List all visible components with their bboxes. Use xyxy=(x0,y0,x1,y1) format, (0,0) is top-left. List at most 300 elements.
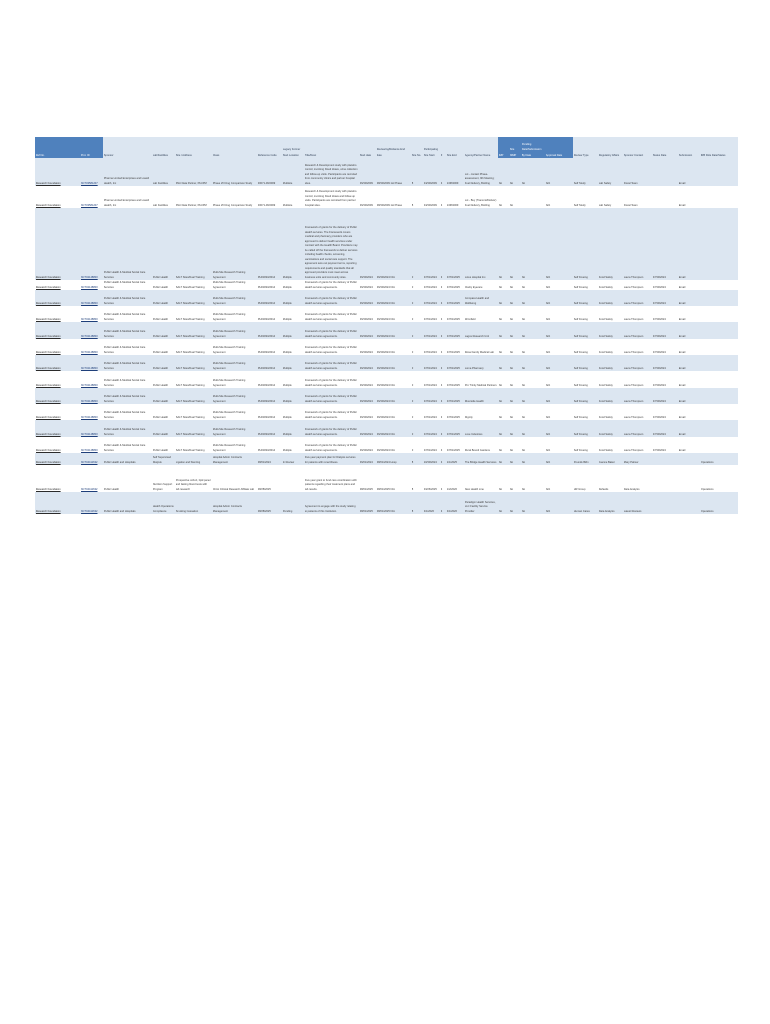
cell-site-end xyxy=(446,306,464,322)
protocol-link[interactable]: NCT02148800 xyxy=(80,432,98,436)
cell-content xyxy=(599,510,622,515)
cell-sponsor xyxy=(103,280,152,290)
cell-text: 07/30/2024 xyxy=(652,350,666,354)
cell-text: SALT Sites/Dual Training xyxy=(175,350,205,354)
cell-start-location xyxy=(282,322,304,339)
ref-link[interactable]: Research Foundation xyxy=(35,203,61,207)
cell-content xyxy=(510,510,520,515)
cell-content xyxy=(305,395,358,404)
cell-text: 06/30/2024 xyxy=(359,415,373,419)
cell-end-date xyxy=(376,339,414,355)
protocol-link[interactable]: NCT02148800 xyxy=(80,399,98,403)
cell-ref-no[interactable] xyxy=(35,339,80,355)
cell-text: 3 xyxy=(440,399,443,403)
cell-text: N/A xyxy=(545,487,551,491)
cell-text: Five-year payment plan for Dialysis services for patients with renal illness. xyxy=(304,456,356,464)
header-label: Site No. xyxy=(411,153,422,157)
cell-prot-id[interactable] xyxy=(80,453,103,465)
cell-text: Multiple xyxy=(282,399,292,403)
header-label: IMP xyxy=(498,153,504,157)
cell-text: 07/01/2024 xyxy=(423,334,437,338)
cell-content xyxy=(574,510,597,515)
cell-content xyxy=(104,313,151,322)
ref-link[interactable]: Research Foundation xyxy=(35,285,61,289)
cell-text: Multi-Site Research Training Agreement xyxy=(212,330,246,338)
cell-text: Self Freeing xyxy=(573,366,588,370)
table-row xyxy=(35,290,738,306)
cell-text: 0 xyxy=(411,285,414,289)
cell-prot-id[interactable] xyxy=(80,388,103,404)
header-label: Reference Code xyxy=(257,153,277,157)
cell-lab-facilities xyxy=(152,371,175,388)
ref-link[interactable]: Research Foundation xyxy=(35,399,61,403)
cell-reference-code xyxy=(257,437,282,453)
cell-start-location xyxy=(282,208,304,280)
cell-text: Operations xyxy=(700,487,714,491)
cell-text: Laura Thompson xyxy=(623,383,644,387)
cell-prot-id[interactable] xyxy=(80,404,103,420)
header-label: Regulatory Affairs xyxy=(598,153,620,157)
cell-title-desc xyxy=(304,280,359,290)
cell-sponsor xyxy=(103,158,152,186)
protocol-link[interactable]: NCT03581207 xyxy=(80,203,98,207)
protocol-link[interactable]: NCT02148800 xyxy=(80,334,98,338)
cell-end-date xyxy=(376,437,414,453)
cell-status-date xyxy=(652,208,678,280)
cell-imp xyxy=(498,453,509,465)
cell-text: Pilot Data Partner, Pbc/PM xyxy=(175,181,207,185)
cell-pending-date xyxy=(521,322,545,339)
cell-text: No xyxy=(521,285,526,289)
cell-ref-no[interactable] xyxy=(35,306,80,322)
header-site-start xyxy=(423,137,440,158)
header-ref-no xyxy=(35,137,80,158)
cell-content xyxy=(447,510,463,515)
cell-text: N/A xyxy=(545,366,551,370)
cell-end-date xyxy=(376,388,414,404)
cell-sponsor-contact xyxy=(623,404,652,420)
cell-review-type xyxy=(573,465,598,492)
header-label: Sponsor xyxy=(103,153,114,157)
cell-start-location xyxy=(282,371,304,388)
cell-content xyxy=(104,271,151,280)
cell-regulatory-affairs xyxy=(598,420,623,437)
cell-prot-id[interactable] xyxy=(80,355,103,371)
cell-site-start xyxy=(423,437,443,453)
cell-nimp xyxy=(509,492,521,514)
cell-review-type xyxy=(573,306,598,322)
cell-approval-date xyxy=(545,437,573,453)
cell-regulatory-affairs xyxy=(598,186,623,208)
cell-irb-role xyxy=(700,186,738,208)
cell-approval-date xyxy=(545,404,573,420)
table-row xyxy=(35,280,738,290)
cell-content[interactable] xyxy=(81,510,102,515)
protocol-link[interactable]: NCT02148800 xyxy=(80,275,98,279)
cell-ref-no[interactable] xyxy=(35,465,80,492)
cell-submission xyxy=(678,208,700,280)
cell-class xyxy=(212,158,257,186)
cell-reference-code xyxy=(257,280,282,290)
cell-text: No xyxy=(498,317,503,321)
cell-text: Self Freeing xyxy=(573,334,588,338)
cell-prot-id[interactable] xyxy=(80,339,103,355)
cell-text: New Health Line xyxy=(464,487,484,491)
cell-approval-date xyxy=(545,158,573,186)
cell-site-address xyxy=(175,290,212,306)
protocol-link[interactable]: NCT04411632 xyxy=(80,460,98,464)
cell-pending-date xyxy=(521,280,545,290)
ref-link[interactable]: Research Foundation xyxy=(35,366,61,370)
cell-text: Dignity xyxy=(464,415,473,419)
cell-end-date xyxy=(376,371,414,388)
cell-text: 0 xyxy=(411,415,414,419)
cell-prot-id[interactable] xyxy=(80,158,103,186)
cell-text: Defaults xyxy=(598,487,609,491)
cell-prot-id[interactable] xyxy=(80,492,103,514)
cell-text: 07/01/2024 xyxy=(423,383,437,387)
cell-start-location xyxy=(282,186,304,208)
cell-nimp xyxy=(509,437,521,453)
cell-text: Multiple xyxy=(282,334,292,338)
cell-ref-no[interactable] xyxy=(35,208,80,280)
cell-submission xyxy=(678,355,700,371)
cell-text: PH01823/2014 xyxy=(257,383,276,387)
cell-text: Self Freeing xyxy=(573,399,588,403)
cell-text: 07/30/2024 xyxy=(652,334,666,338)
cell-submission xyxy=(678,388,700,404)
ref-link[interactable]: Research Foundation xyxy=(35,383,61,387)
cell-prot-id[interactable] xyxy=(80,437,103,453)
cell-text: Multi-Site Research Training Agreement xyxy=(212,379,246,387)
ref-link[interactable]: Research Foundation xyxy=(35,350,61,354)
cell-text: PH01823/2014 xyxy=(257,350,276,354)
cell-approval-date xyxy=(545,208,573,280)
cell-text: SALT Sites/Dual Training xyxy=(175,432,205,436)
cell-prot-id[interactable] xyxy=(80,322,103,339)
header-approval-date xyxy=(545,137,573,158)
cell-agency-partner xyxy=(464,388,498,404)
cell-text: 00071-06/2009 xyxy=(257,203,276,207)
cell-text: 3 xyxy=(440,317,443,321)
protocol-link[interactable]: NCT03581207 xyxy=(80,181,98,185)
cell-ref-no[interactable] xyxy=(35,404,80,420)
ref-link[interactable]: Research Foundation xyxy=(35,415,61,419)
protocol-link[interactable]: NCT02148800 xyxy=(80,301,98,305)
cell-text: 3 xyxy=(440,383,443,387)
header-start-location xyxy=(282,137,304,158)
ref-link[interactable]: Research Foundation xyxy=(35,460,61,464)
cell-text: Rosa Family Medical Lab xyxy=(464,350,494,354)
cell-approval-date xyxy=(545,186,573,208)
cell-text: PH01823/2014 xyxy=(257,448,276,452)
cell-text: Laura Thompson xyxy=(623,366,644,370)
cell-content xyxy=(213,362,256,371)
cell-text: Multiple xyxy=(282,415,292,419)
cell-text: Nutrition Support Program xyxy=(152,483,173,491)
cell-text: Riverside Health xyxy=(464,399,484,403)
header-end-date xyxy=(376,137,411,158)
cell-text: 3 xyxy=(440,275,443,279)
cell-content xyxy=(213,456,256,465)
protocol-link[interactable]: NCT02148800 xyxy=(80,350,98,354)
cell-sponsor xyxy=(103,465,152,492)
cell-text: No xyxy=(498,203,503,207)
cell-title-desc xyxy=(304,158,359,186)
cell-text: 06/30/2024 xyxy=(359,275,373,279)
cell-prot-id[interactable] xyxy=(80,465,103,492)
cell-irb-role xyxy=(700,290,738,306)
cell-regulatory-affairs xyxy=(598,453,623,465)
cell-start-date xyxy=(359,280,376,290)
cell-content xyxy=(104,411,151,420)
cell-review-type xyxy=(573,186,598,208)
cell-class xyxy=(212,492,257,514)
cell-text: Multi-Site Research Training Agreement xyxy=(212,395,246,403)
cell-prot-id[interactable] xyxy=(80,290,103,306)
cell-ref-no[interactable] xyxy=(35,420,80,437)
cell-text: 07/01/2024 xyxy=(423,285,437,289)
cell-text: 06/30/2024 xyxy=(359,350,373,354)
ref-link[interactable]: Research Foundation xyxy=(35,487,61,491)
cell-text: No xyxy=(509,399,514,403)
header-reference-code xyxy=(257,137,282,158)
cell-irb-role xyxy=(700,388,738,404)
cell-text: 08/30/2009 1st Phase xyxy=(376,181,403,185)
cell-irb-role xyxy=(700,453,738,465)
cell-text: Multiple xyxy=(282,383,292,387)
cell-text: N/A xyxy=(545,301,551,305)
cell-text: PH01823/2014 xyxy=(257,275,276,279)
cell-class xyxy=(212,208,257,280)
header-label: Submission xyxy=(678,153,693,157)
ref-link[interactable]: Research Foundation xyxy=(35,181,61,185)
cell-text: Self Freeing xyxy=(573,301,588,305)
ref-link[interactable]: Research Foundation xyxy=(35,448,61,452)
cell-site-address xyxy=(175,388,212,404)
cell-status-date xyxy=(652,280,678,290)
cell-agency-partner xyxy=(464,280,498,290)
cell-content xyxy=(305,346,358,355)
cell-text: Laura Thompson xyxy=(623,301,644,305)
cell-content xyxy=(465,501,497,515)
cell-approval-date xyxy=(545,322,573,339)
cell-text: 06/01/2024 xyxy=(359,460,373,464)
header-label: Status Date xyxy=(652,153,667,157)
spreadsheet-table xyxy=(35,137,738,514)
cell-content xyxy=(305,330,358,339)
cell-prot-id[interactable] xyxy=(80,186,103,208)
cell-nimp xyxy=(509,420,521,437)
ref-link[interactable]: Research Foundation xyxy=(35,275,61,279)
cell-text: Public Health xyxy=(152,448,169,452)
protocol-link[interactable]: NCT02148800 xyxy=(80,448,98,452)
cell-content xyxy=(104,428,151,437)
protocol-link[interactable]: NCT02148800 xyxy=(80,366,98,370)
cell-text: 07/30/2024 xyxy=(652,317,666,321)
cell-imp xyxy=(498,371,509,388)
cell-text: Clinic Clinical Research Affiliate Lab xyxy=(212,487,255,491)
cell-text: Luxe Industries xyxy=(464,432,483,436)
protocol-link[interactable]: NCT02148800 xyxy=(80,383,98,387)
cell-text: SALT Sites/Dual Training xyxy=(175,415,205,419)
cell-nimp xyxy=(509,306,521,322)
cell-lab-facilities xyxy=(152,492,175,514)
cell-lab-facilities xyxy=(152,465,175,492)
cell-approval-date xyxy=(545,339,573,355)
cell-content xyxy=(104,297,151,306)
cell-regulatory-affairs xyxy=(598,492,623,514)
cell-text: 1/08/2009 xyxy=(446,203,459,207)
cell-end-date xyxy=(376,306,414,322)
cell-content xyxy=(305,362,358,371)
cell-text: Lab Safety xyxy=(598,203,612,207)
cell-content[interactable] xyxy=(36,510,79,515)
cell-text: No xyxy=(521,181,526,185)
cell-ref-no[interactable] xyxy=(35,492,80,514)
cell-text: Public Health xyxy=(152,317,169,321)
cell-text: Multi-Site Research Training Agreement xyxy=(212,428,246,436)
cell-review-type xyxy=(573,371,598,388)
cell-text: No xyxy=(521,399,526,403)
cell-site-start xyxy=(423,388,443,404)
cell-regulatory-affairs xyxy=(598,322,623,339)
cell-content xyxy=(701,510,737,515)
cell-site-end xyxy=(446,186,464,208)
cell-text: Compass Health and Wellbeing xyxy=(464,297,490,305)
cell-imp xyxy=(498,306,509,322)
cell-irb-role xyxy=(700,404,738,420)
cell-text: 3 xyxy=(440,334,443,338)
cell-text: PH01823/2014 xyxy=(257,301,276,305)
cell-text: Framework of grants for the delivery of Public Health services agreements. xyxy=(304,379,357,387)
cell-text: N/A xyxy=(545,460,551,464)
cell-text: Multi-Site Research Training Agreement xyxy=(212,444,246,452)
cell-reference-code xyxy=(257,208,282,280)
table-row xyxy=(35,322,738,339)
cell-review-type xyxy=(573,355,598,371)
cell-text: N/A xyxy=(545,415,551,419)
cell-text: Operations xyxy=(700,460,714,464)
ref-link[interactable]: Research Foundation xyxy=(35,334,61,338)
cell-text: Pilot Data Partner, Pbc/PM xyxy=(175,203,207,207)
cell-text: Public Health & Medical Social Care Services xyxy=(103,271,146,279)
cell-ref-no[interactable] xyxy=(35,158,80,186)
header-site-address xyxy=(175,137,212,158)
cell-text: Pharma Limited Enterprises and Lowell Health, Inc xyxy=(103,199,149,207)
cell-prot-id[interactable] xyxy=(80,371,103,388)
protocol-link[interactable]: NCT02148800 xyxy=(80,285,98,289)
cell-ref-no[interactable] xyxy=(35,371,80,388)
cell-prot-id[interactable] xyxy=(80,208,103,280)
cell-ref-no[interactable] xyxy=(35,290,80,306)
cell-text: 8 xyxy=(411,460,414,464)
cell-nimp xyxy=(509,355,521,371)
protocol-link[interactable]: NCT04411632 xyxy=(80,487,98,491)
protocol-link[interactable]: NCT02148800 xyxy=(80,415,98,419)
ref-link[interactable]: Research Foundation xyxy=(35,432,61,436)
cell-end-date xyxy=(376,208,414,280)
cell-nimp xyxy=(509,208,521,280)
cell-text: Multisite xyxy=(282,181,293,185)
cell-text: No xyxy=(509,334,514,338)
cell-prot-id[interactable] xyxy=(80,306,103,322)
cell-prot-id[interactable] xyxy=(80,420,103,437)
cell-sponsor xyxy=(103,388,152,404)
cell-nimp xyxy=(509,465,521,492)
cell-text: 07/01/2024 xyxy=(423,432,437,436)
cell-text: Email xyxy=(678,366,686,370)
protocol-link[interactable]: NCT02148800 xyxy=(80,317,98,321)
cell-site-no xyxy=(411,388,423,404)
cell-text: Public Health & Medical Social Care Services xyxy=(103,346,146,354)
cell-sponsor-contact xyxy=(623,355,652,371)
cell-nimp xyxy=(509,280,521,290)
protocol-link[interactable]: NCT04411632 xyxy=(80,509,98,513)
cell-reference-code xyxy=(257,371,282,388)
cell-text: 06/30/2024 N/A xyxy=(376,366,395,370)
cell-prot-id[interactable] xyxy=(80,280,103,290)
cell-lab-facilities xyxy=(152,306,175,322)
cell-ref-no[interactable] xyxy=(35,280,80,290)
cell-regulatory-affairs xyxy=(598,355,623,371)
cell-text: No xyxy=(509,181,514,185)
header-label: # xyxy=(440,153,443,157)
ref-link[interactable]: Research Foundation xyxy=(35,509,61,513)
cell-text: N/A xyxy=(545,509,551,513)
cell-site-end xyxy=(446,322,464,339)
cell-status-date xyxy=(652,290,678,306)
cell-ref-no[interactable] xyxy=(35,322,80,339)
cell-class xyxy=(212,465,257,492)
cell-text: 06/30/2024 N/A xyxy=(376,448,395,452)
cell-text: 06/30/2024 xyxy=(359,399,373,403)
cell-status-date xyxy=(652,404,678,420)
cell-text: 07/01/2025 xyxy=(446,350,460,354)
cell-text: No xyxy=(509,366,514,370)
cell-text: 07/01/2025 xyxy=(446,334,460,338)
cell-title-desc xyxy=(304,306,359,322)
cell-text: 0 xyxy=(411,448,414,452)
cell-content xyxy=(213,395,256,404)
cell-text: N/A xyxy=(545,448,551,452)
cell-site-start xyxy=(423,465,443,492)
ref-link[interactable]: Research Foundation xyxy=(35,317,61,321)
table-row xyxy=(35,208,738,280)
header-irb-role xyxy=(700,137,738,158)
cell-submission xyxy=(678,186,700,208)
cell-content xyxy=(546,510,572,515)
cell-site-end xyxy=(446,404,464,420)
ref-link[interactable]: Research Foundation xyxy=(35,301,61,305)
header-label: Sponsor Contact xyxy=(623,153,644,157)
cell-start-date xyxy=(359,339,376,355)
cell-text: No xyxy=(498,399,503,403)
table-row xyxy=(35,404,738,420)
cell-sponsor xyxy=(103,404,152,420)
cell-ref-no[interactable] xyxy=(35,186,80,208)
header-imp xyxy=(498,137,509,158)
cell-agency-partner xyxy=(464,158,498,186)
cell-ref-no[interactable] xyxy=(35,388,80,404)
cell-text: 08/30/2009 1st Phase xyxy=(376,203,403,207)
cell-ref-no[interactable] xyxy=(35,453,80,465)
cell-ref-no[interactable] xyxy=(35,355,80,371)
cell-site-address xyxy=(175,355,212,371)
cell-text: No xyxy=(509,275,514,279)
cell-ref-no[interactable] xyxy=(35,437,80,453)
cell-text: 06/30/2009 xyxy=(359,203,373,207)
